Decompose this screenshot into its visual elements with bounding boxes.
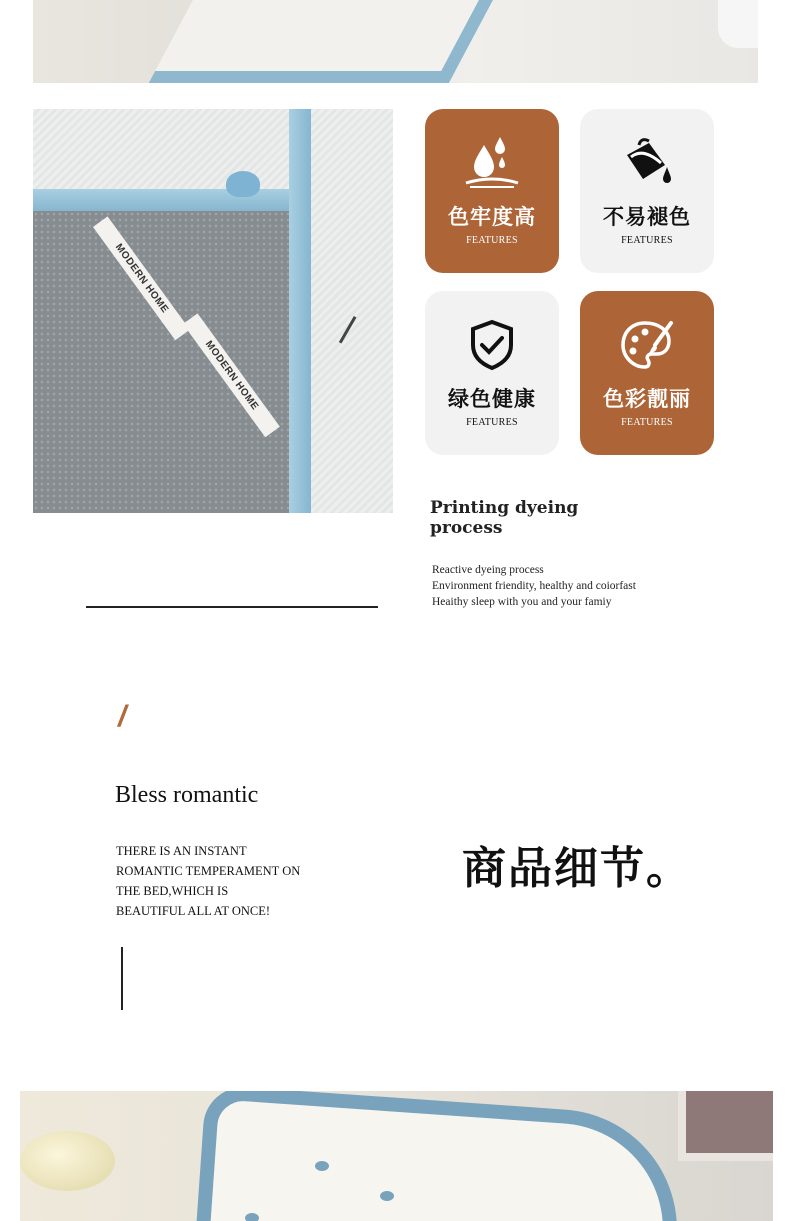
palette-icon	[619, 315, 675, 375]
bless-title: Bless romantic	[115, 782, 259, 808]
pillow	[195, 1091, 685, 1221]
paint-bucket-icon	[617, 133, 677, 193]
feature-subtitle: FEATURES	[466, 235, 518, 246]
printing-line: Heaithy sleep with you and your famiy	[432, 596, 612, 608]
ribbon-pattern	[339, 316, 371, 352]
feature-subtitle: FEATURES	[466, 417, 518, 428]
brand-tape-label: MODERN HOME	[112, 241, 171, 316]
feature-title: 色牢度高	[448, 205, 536, 229]
bless-line: THE BED,WHICH IS	[116, 884, 229, 898]
water-drops-icon	[462, 133, 522, 193]
bless-description	[116, 841, 336, 921]
feature-card-green-healthy	[425, 291, 559, 455]
feature-card-colorfastness	[425, 109, 559, 273]
bless-line: THERE IS AN INSTANT	[116, 844, 247, 858]
cup	[718, 0, 758, 48]
bless-line: BEAUTIFUL ALL AT ONCE!	[116, 904, 271, 918]
lamp	[20, 1131, 115, 1191]
heart-pattern	[226, 171, 260, 197]
pillow-pattern-dot	[315, 1161, 329, 1171]
shield-check-icon	[467, 315, 517, 375]
pillow-pattern-dot	[380, 1191, 394, 1201]
fabric-closeup-photo	[33, 109, 393, 513]
divider-vertical	[121, 947, 123, 1010]
accent-slash: /	[118, 700, 127, 733]
printing-description	[432, 562, 636, 610]
feature-title: 色彩靓丽	[603, 387, 691, 411]
feature-card-fade-resistant	[580, 109, 714, 273]
pillow-pattern-dot	[245, 1213, 259, 1221]
feature-title: 不易褪色	[603, 205, 691, 229]
divider-horizontal	[86, 606, 378, 608]
wall-frame	[678, 1091, 773, 1161]
brand-tape-label: MODERN HOME	[202, 338, 261, 413]
mesh-fabric	[33, 211, 289, 513]
product-photo-bottom	[20, 1091, 773, 1221]
product-photo-top	[33, 0, 758, 83]
product-details-heading: 商品细节。	[462, 843, 692, 894]
printing-title: Printing dyeing process	[430, 498, 579, 538]
feature-subtitle: FEATURES	[621, 235, 673, 246]
blue-trim-horizontal	[33, 189, 311, 211]
printing-line: Reactive dyeing process	[432, 564, 544, 576]
feature-card-vivid-colors	[580, 291, 714, 455]
printing-line: Environment friendity, healthy and coiorfast	[432, 580, 636, 592]
quilt-fold	[148, 0, 499, 83]
bless-line: ROMANTIC TEMPERAMENT ON	[116, 864, 301, 878]
feature-title: 绿色健康	[448, 387, 536, 411]
blue-trim-vertical	[289, 109, 311, 513]
feature-subtitle: FEATURES	[621, 417, 673, 428]
